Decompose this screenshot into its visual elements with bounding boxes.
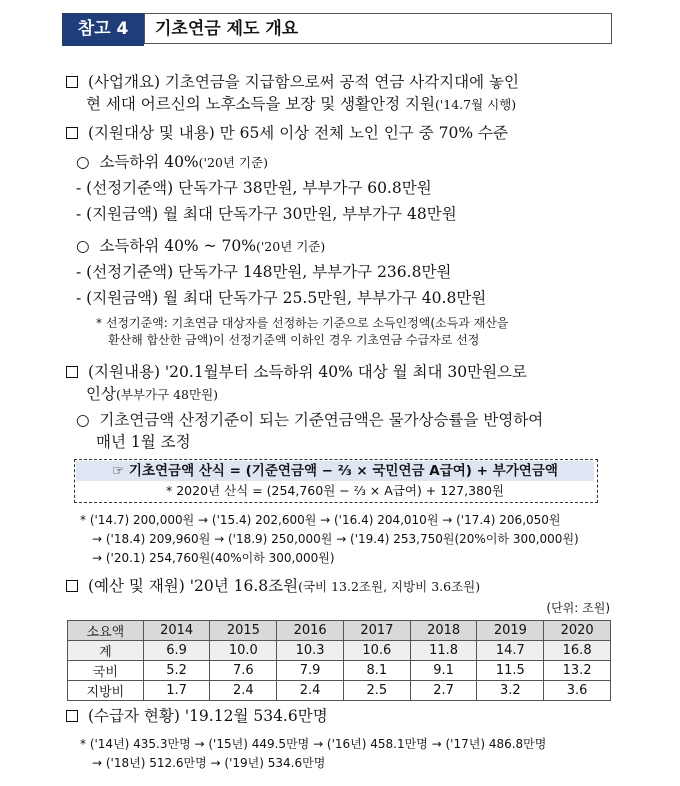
checkbox-square-icon bbox=[66, 76, 78, 88]
table-cell: 2.5 bbox=[343, 681, 410, 701]
table-cell: 계 bbox=[68, 641, 144, 661]
table-cell: 14.7 bbox=[477, 641, 544, 661]
table-cell: 10.3 bbox=[277, 641, 344, 661]
table-cell: 13.2 bbox=[544, 661, 611, 681]
table-cell: 2.7 bbox=[410, 681, 477, 701]
table-cell: 16.8 bbox=[544, 641, 611, 661]
s5-history-line2: → ('18년) 512.6만명 → ('19년) 534.6만명 bbox=[92, 756, 326, 770]
s5-history-line1: * ('14년) 435.3만명 → ('15년) 449.5만명 → ('16년) 458.1만명 → ('17년) 486.8만명 bbox=[80, 737, 547, 751]
table-cell: 1.7 bbox=[143, 681, 210, 701]
formula-sub: * 2020년 산식 = (254,760원 − ⅔ × A급여) + 127,380원 bbox=[165, 483, 505, 498]
budget-table bbox=[67, 620, 611, 701]
table-header-cell: 소요액 bbox=[68, 621, 144, 641]
table-cell: 2.4 bbox=[277, 681, 344, 701]
table-header-cell: 2020 bbox=[544, 621, 611, 641]
table-header-cell: 2015 bbox=[210, 621, 277, 641]
s3-bullet-line2: 매년 1월 조정 bbox=[96, 433, 191, 451]
s3-bullet-line1: ○ 기초연금액 산정기준이 되는 기준연금액은 물가상승률을 반영하여 bbox=[76, 411, 544, 429]
table-cell: 8.1 bbox=[343, 661, 410, 681]
checkbox-square-icon bbox=[66, 127, 78, 139]
s2-title: (지원대상 및 내용) 만 65세 이상 전체 노인 인구 중 70% 수준 bbox=[66, 123, 666, 143]
circle-bullet-icon: ○ bbox=[76, 411, 100, 429]
checkbox-square-icon bbox=[66, 580, 78, 592]
s2-group1-detail2: - (지원금액) 월 최대 단독가구 30만원, 부부가구 48만원 bbox=[76, 205, 457, 223]
table-row-national bbox=[68, 661, 611, 681]
table-cell: 3.6 bbox=[544, 681, 611, 701]
checkbox-square-icon bbox=[66, 710, 78, 722]
table-cell: 7.6 bbox=[210, 661, 277, 681]
table-cell: 10.0 bbox=[210, 641, 277, 661]
s2-group2-detail2: - (지원금액) 월 최대 단독가구 25.5만원, 부부가구 40.8만원 bbox=[76, 289, 487, 307]
checkbox-square-icon bbox=[66, 366, 78, 378]
table-header-cell: 2016 bbox=[277, 621, 344, 641]
table-cell: 5.2 bbox=[143, 661, 210, 681]
s2-note-line2: 환산해 합산한 금액)이 선정기준액 이하인 경우 기초연금 수급자로 선정 bbox=[108, 333, 480, 347]
section-tag: 참고 4 bbox=[62, 13, 144, 46]
s2-group1-head: ○ 소득하위 40%('20년 기준) bbox=[76, 153, 268, 171]
table-row-local bbox=[68, 681, 611, 701]
circle-bullet-icon: ○ bbox=[76, 153, 100, 171]
table-header-cell: 2017 bbox=[343, 621, 410, 641]
table-cell: 11.8 bbox=[410, 641, 477, 661]
table-cell: 6.9 bbox=[143, 641, 210, 661]
s3-line2: 인상(부부가구 48만원) bbox=[86, 385, 219, 403]
table-cell: 9.1 bbox=[410, 661, 477, 681]
table-cell: 국비 bbox=[68, 661, 144, 681]
s5-title: (수급자 현황) '19.12월 534.6만명 bbox=[66, 706, 666, 726]
s3-history-line1: * ('14.7) 200,000원 → ('15.4) 202,600원 → ('16.4) 204,010원 → ('17.4) 206,050원 bbox=[80, 513, 561, 527]
s3-history-line3: → ('20.1) 254,760원(40%이하 300,000원) bbox=[92, 551, 335, 565]
s3-history-line2: → ('18.4) 209,960원 → ('18.9) 250,000원 → ('19.4) 253,750원(20%이하 300,000원) bbox=[92, 532, 579, 546]
table-cell: 10.6 bbox=[343, 641, 410, 661]
s2-group2-detail1: - (선정기준액) 단독가구 148만원, 부부가구 236.8만원 bbox=[76, 263, 452, 281]
s1-line1: (사업개요) 기초연금을 지급함으로써 공적 연금 사각지대에 놓인 bbox=[66, 72, 666, 92]
s2-note-line1: * 선정기준액: 기초연금 대상자를 선정하는 기준으로 소득인정액(소득과 재산을 bbox=[96, 316, 509, 330]
formula-main: ☞ 기초연금액 산식 = (기준연금액 − ⅔ × 국민연금 A급여) + 부가연금액 bbox=[76, 461, 594, 481]
table-row-total bbox=[68, 641, 611, 661]
s3-line1: (지원내용) '20.1월부터 소득하위 40% 대상 월 최대 30만원으로 bbox=[66, 362, 666, 382]
table-unit: (단위: 조원) bbox=[546, 601, 610, 615]
s2-group2-head: ○ 소득하위 40% ~ 70%('20년 기준) bbox=[76, 237, 326, 255]
table-header-row bbox=[68, 621, 611, 641]
page-title: 기초연금 제도 개요 bbox=[144, 13, 612, 44]
s4-title: (예산 및 재원) '20년 16.8조원(국비 13.2조원, 지방비 3.6조원) bbox=[66, 576, 666, 597]
table-header-cell: 2018 bbox=[410, 621, 477, 641]
table-cell: 3.2 bbox=[477, 681, 544, 701]
table-cell: 지방비 bbox=[68, 681, 144, 701]
table-header-cell: 2014 bbox=[143, 621, 210, 641]
s1-line2: 현 세대 어르신의 노후소득을 보장 및 생활안정 지원('14.7월 시행) bbox=[86, 95, 517, 113]
circle-bullet-icon: ○ bbox=[76, 237, 100, 255]
table-cell: 7.9 bbox=[277, 661, 344, 681]
table-cell: 11.5 bbox=[477, 661, 544, 681]
table-header-cell: 2019 bbox=[477, 621, 544, 641]
table-cell: 2.4 bbox=[210, 681, 277, 701]
s2-group1-detail1: - (선정기준액) 단독가구 38만원, 부부가구 60.8만원 bbox=[76, 179, 432, 197]
